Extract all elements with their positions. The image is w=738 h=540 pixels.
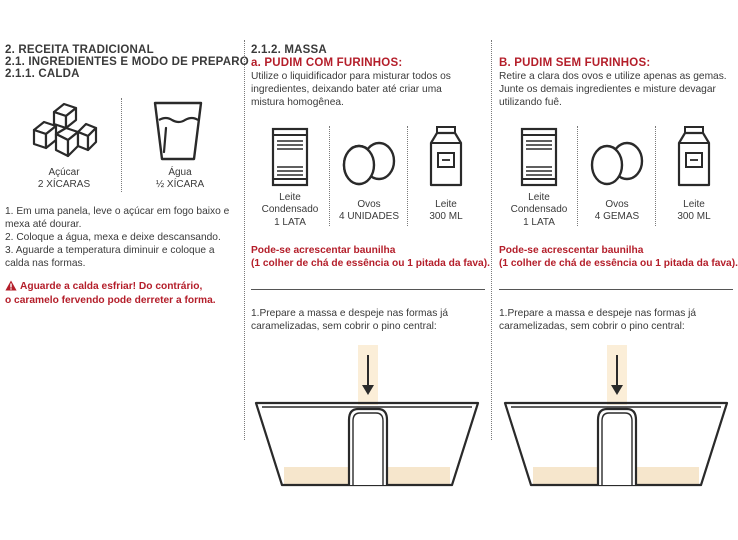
sugar-cubes-icon <box>30 100 98 160</box>
ingredient-name: Açúcar <box>48 167 80 178</box>
eggs-icon <box>340 140 398 186</box>
warning-text: Aguarde a calda esfriar! Do contrário, <box>20 281 203 292</box>
condensed-milk-can-icon <box>520 127 558 187</box>
calda-title: 2.1.1. CALDA <box>5 68 80 80</box>
pour-instruction: 1.Prepare a massa e despeje nas formas já caramelizadas, sem cobrir o pino central: <box>251 308 449 332</box>
milk-carton-icon <box>677 125 711 187</box>
divider <box>251 289 485 290</box>
warning-triangle-icon <box>5 280 17 291</box>
condensed-milk-can-icon <box>271 127 309 187</box>
pudding-mold-illustration <box>254 345 480 490</box>
variant-title: B. PUDIM SEM FURINHOS: <box>499 57 651 69</box>
step-3: 3. Aguarde a temperatura diminuir e coloque a calda nas formas. <box>5 245 215 269</box>
step-2: 2. Coloque a água, mexa e deixe descansando. <box>5 232 221 243</box>
divider <box>121 98 122 192</box>
pour-instruction: 1.Prepare a massa e despeje nas formas já caramelizadas, sem cobrir o pino central: <box>499 308 697 332</box>
ingredient-qty: ½ XÍCARA <box>155 179 205 190</box>
vanilla-note: (1 colher de chá de essência ou 1 pitada da fava). <box>251 258 490 269</box>
divider <box>407 126 408 226</box>
ingredient-name: Ovos <box>605 199 629 210</box>
section-title: 2. RECEITA TRADICIONAL <box>5 44 154 56</box>
vanilla-note: Pode-se acrescentar baunilha <box>251 245 396 256</box>
variant-title: a. PUDIM COM FURINHOS: <box>251 57 403 69</box>
milk-carton-icon <box>429 125 463 187</box>
warning-text: o caramelo fervendo pode derreter a forma. <box>5 295 216 306</box>
ingredient-qty: 1 LATA <box>274 217 306 228</box>
ingredient-qty: 4 UNIDADES <box>338 211 399 222</box>
ingredient-name: Ovos <box>357 199 381 210</box>
column-divider <box>244 40 245 440</box>
eggs-icon <box>588 140 646 186</box>
pudding-mold-illustration <box>503 345 729 490</box>
ingredient-qty: 1 LATA <box>523 217 555 228</box>
ingredient-name: Água <box>168 167 192 178</box>
vanilla-note: (1 colher de chá de essência ou 1 pitada da fava). <box>499 258 738 269</box>
subsection-title: 2.1. INGREDIENTES E MODO DE PREPARO <box>5 56 249 68</box>
water-glass-icon <box>152 100 204 162</box>
divider <box>655 126 656 226</box>
vanilla-note: Pode-se acrescentar baunilha <box>499 245 644 256</box>
ingredient-name: Leite Condensado <box>510 192 568 215</box>
ingredient-qty: 300 ML <box>429 211 463 222</box>
variant-description: Utilize o liquidificador para misturar todos os ingredientes, deixando bater até criar uma mistura homogênea. <box>251 71 451 108</box>
variant-description: Retire a clara dos ovos e utilize apenas as gemas. Junte os demais ingredientes e misture devagar utilizando fuê. <box>499 71 727 108</box>
ingredient-name: Leite <box>435 199 457 210</box>
ingredient-name: Leite <box>683 199 705 210</box>
ingredient-qty: 4 GEMAS <box>594 211 640 222</box>
divider <box>499 289 733 290</box>
massa-title: 2.1.2. MASSA <box>251 44 327 56</box>
ingredient-name: Leite Condensado <box>261 192 319 215</box>
step-1: 1. Em uma panela, leve o açúcar em fogo baixo e mexa até dourar. <box>5 206 230 230</box>
ingredient-qty: 2 XÍCARAS <box>37 179 91 190</box>
ingredient-qty: 300 ML <box>677 211 711 222</box>
column-divider <box>491 40 492 440</box>
